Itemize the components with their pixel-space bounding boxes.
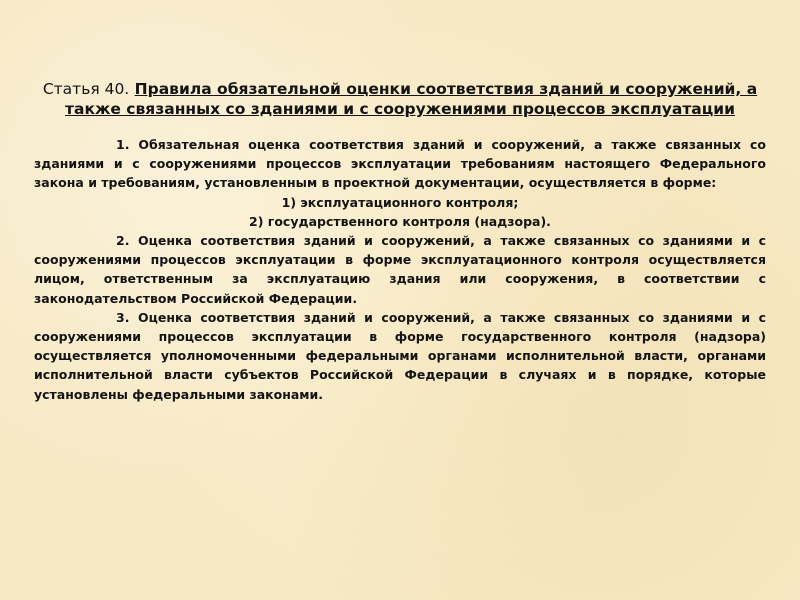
article-title	[40, 79, 760, 119]
article-body	[34, 135, 766, 404]
article-number: Статья 40.	[42, 80, 130, 98]
list-item-1: 1) эксплуатационного контроля;	[281, 194, 519, 210]
article-heading: Правила обязательной оценки соответствия зданий и сооружений, а также связанных со зданиями и с сооружениями процессов эксплуатации	[65, 80, 758, 118]
paragraph-3: 3. Оценка соответствия зданий и сооружений, а также связанных со зданиями и с сооружениями процессов эксплуатации в форме государственного контроля (надзора) осуществляется уполномоченными федеральными органами исполнительной власти, органами исполнительной власти субъектов Российской Федерации в случаях и в порядке, которые установлены федеральными законами.	[34, 309, 766, 402]
paragraph-1: 1. Обязательная оценка соответствия зданий и сооружений, а также связанных со зданиями и с сооружениями процессов эксплуатации требованиям настоящего Федерального закона и требованиям, установленным в проектной документации, осуществляется в форме:	[34, 137, 766, 191]
list-item-2: 2) государственного контроля (надзора).	[249, 213, 551, 229]
paragraph-2: 2. Оценка соответствия зданий и сооружений, а также связанных со зданиями и с сооружениями процессов эксплуатации в форме эксплуатационного контроля осуществляется лицом, ответственным за эксплуатацию здания или сооружения, в соответствии с законодательством Российской Федерации.	[34, 233, 766, 306]
